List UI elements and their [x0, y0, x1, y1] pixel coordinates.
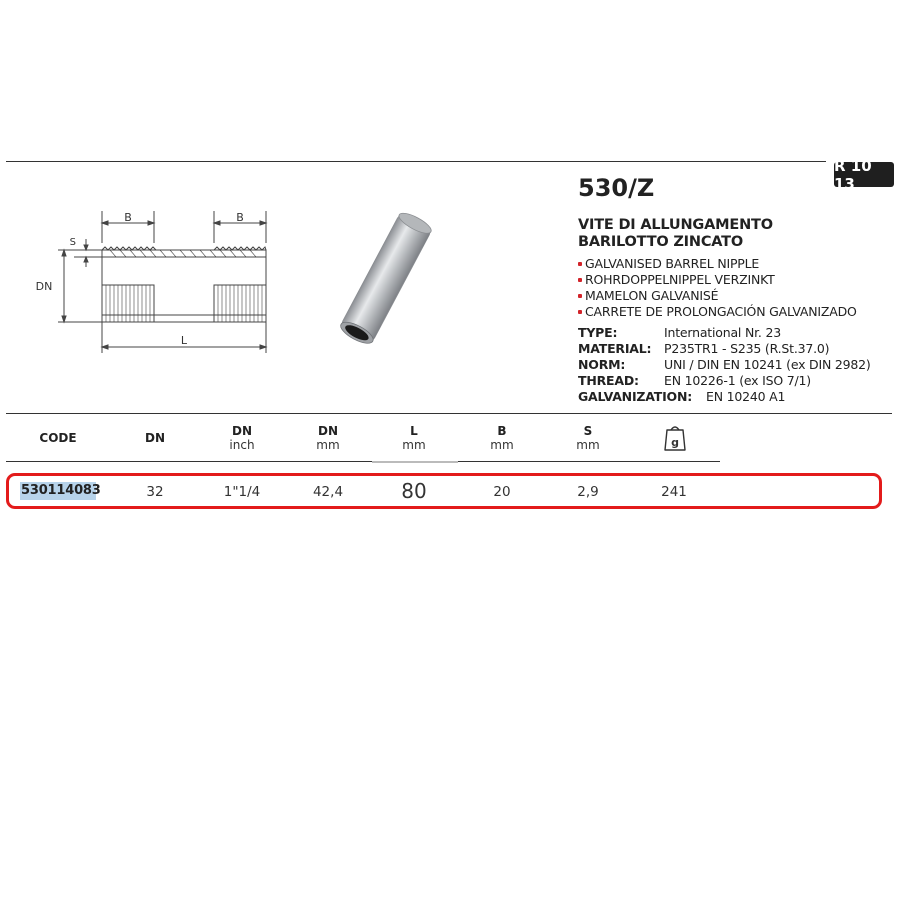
col-header-dn-mm: DN mm: [316, 424, 340, 452]
translation-item: GALVANISED BARREL NIPPLE: [578, 256, 857, 272]
row-dn-mm: 42,4: [312, 484, 344, 500]
top-divider: [6, 161, 826, 162]
label-dn: DN: [35, 280, 53, 293]
bullet-icon: [578, 310, 582, 314]
svg-text:g: g: [671, 436, 679, 449]
col-header-l: L mm: [402, 424, 426, 452]
row-weight-g: 241: [661, 484, 687, 500]
weight-icon: [663, 424, 687, 452]
row-code[interactable]: 530114083: [21, 483, 101, 498]
product-code-title: 530/Z: [578, 174, 655, 202]
col-header-s: S mm: [576, 424, 600, 452]
col-header-b: B mm: [490, 424, 514, 452]
row-dn: 32: [146, 484, 164, 500]
col-header-code: CODE: [39, 431, 77, 445]
label-b-left: B: [124, 211, 132, 224]
translation-item: CARRETE DE PROLONGACIÓN GALVANIZADO: [578, 304, 857, 320]
label-s: S: [69, 237, 76, 248]
technical-drawing: [30, 205, 280, 360]
row-dn-inch: 1"1/4: [223, 484, 261, 500]
row-l-mm: 80: [401, 479, 427, 503]
translation-item: MAMELON GALVANISÉ: [578, 288, 857, 304]
bullet-icon: [578, 294, 582, 298]
bullet-icon: [578, 262, 582, 266]
label-b-right: B: [236, 211, 244, 224]
col-header-dn-inch: DN inch: [229, 424, 255, 452]
col-header-dn: DN: [144, 431, 165, 445]
catalog-page-badge: R 10 13: [834, 162, 894, 187]
translation-item: ROHRDOPPELNIPPEL VERZINKT: [578, 272, 857, 288]
row-s-mm: 2,9: [577, 484, 599, 500]
bullet-icon: [578, 278, 582, 282]
product-name-line2: BARILOTTO ZINCATO: [578, 234, 743, 250]
l-column-marker: [372, 461, 458, 463]
product-name-line1: VITE DI ALLUNGAMENTO: [578, 217, 773, 233]
table-header-divider: [6, 461, 720, 462]
translations-list: [578, 256, 857, 320]
row-b-mm: 20: [493, 484, 511, 500]
table-top-divider: [6, 413, 892, 414]
barrel-nipple-photo-icon: [316, 210, 456, 345]
label-l: L: [180, 334, 188, 347]
highlighted-row-outline: [6, 473, 882, 509]
